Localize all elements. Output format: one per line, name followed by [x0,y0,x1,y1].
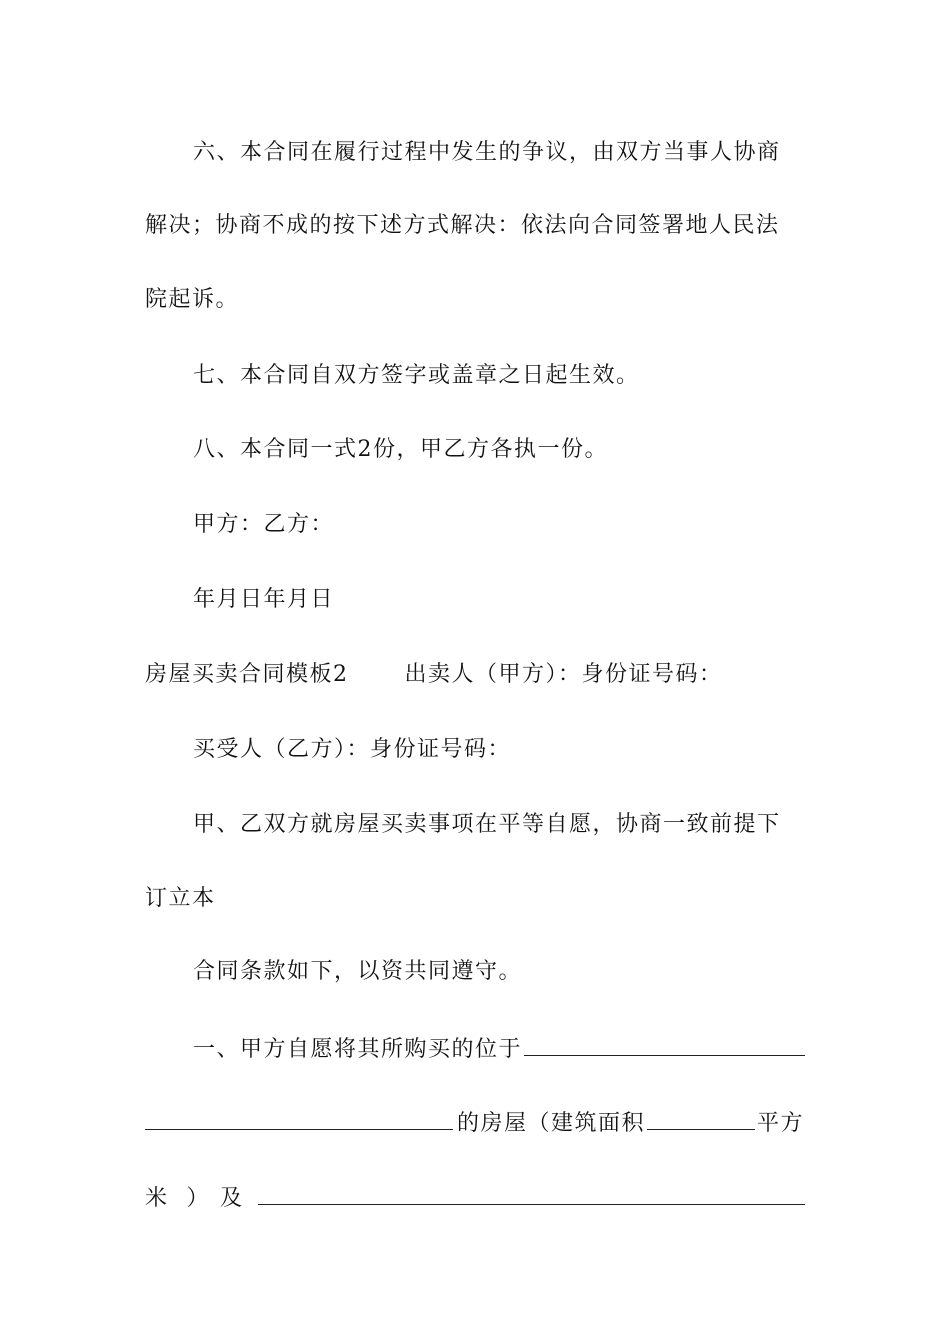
signature-parties: 甲方：乙方： [193,512,335,537]
clause-1-unit-text: 平方 [757,1111,805,1136]
paragraph-6-line-2: 解决；协商不成的按下述方式解决：依法向合同签署地人民法 [145,213,780,238]
intro-line-1: 甲、乙双方就房屋买卖事项在平等自愿，协商一致前提下 [193,812,781,837]
clause-1-line-1 [145,1033,805,1065]
clause-1-line-2 [145,1107,805,1139]
clause-1-area-text: 的房屋（建筑面积 [457,1111,646,1136]
paragraph-8: 八、本合同一式2份，甲乙方各执一份。 [193,437,608,462]
template-heading-line [145,660,805,690]
clause-1-text: 一、甲方自愿将其所购买的位于 [193,1037,523,1062]
area-blank [647,1107,755,1130]
buyer-info: 买受人（乙方）：身份证号码： [193,737,512,762]
clause-1-unit-end: 米 [145,1186,169,1211]
intro-line-3: 合同条款如下，以资共同遵守。 [193,959,523,984]
template-title: 房屋买卖合同模板2 [145,662,349,687]
seller-info: 出卖人（甲方）：身份证号码： [404,662,723,687]
paragraph-6-line-3: 院起诉。 [145,287,240,312]
paragraph-7: 七、本合同自双方签字或盖章之日起生效。 [193,363,640,388]
signature-dates: 年月日年月日 [193,587,335,612]
address-blank [145,1107,453,1130]
paragraph-6-line-1: 六、本合同在履行过程中发生的争议，由双方当事人协商 [193,140,781,165]
clause-1-line-3 [145,1182,805,1214]
location-blank [524,1033,805,1056]
intro-line-2: 订立本 [145,886,216,911]
clause-1-paren: ） [186,1186,211,1211]
attachment-blank [258,1182,805,1205]
clause-1-and: 及 [220,1186,244,1211]
